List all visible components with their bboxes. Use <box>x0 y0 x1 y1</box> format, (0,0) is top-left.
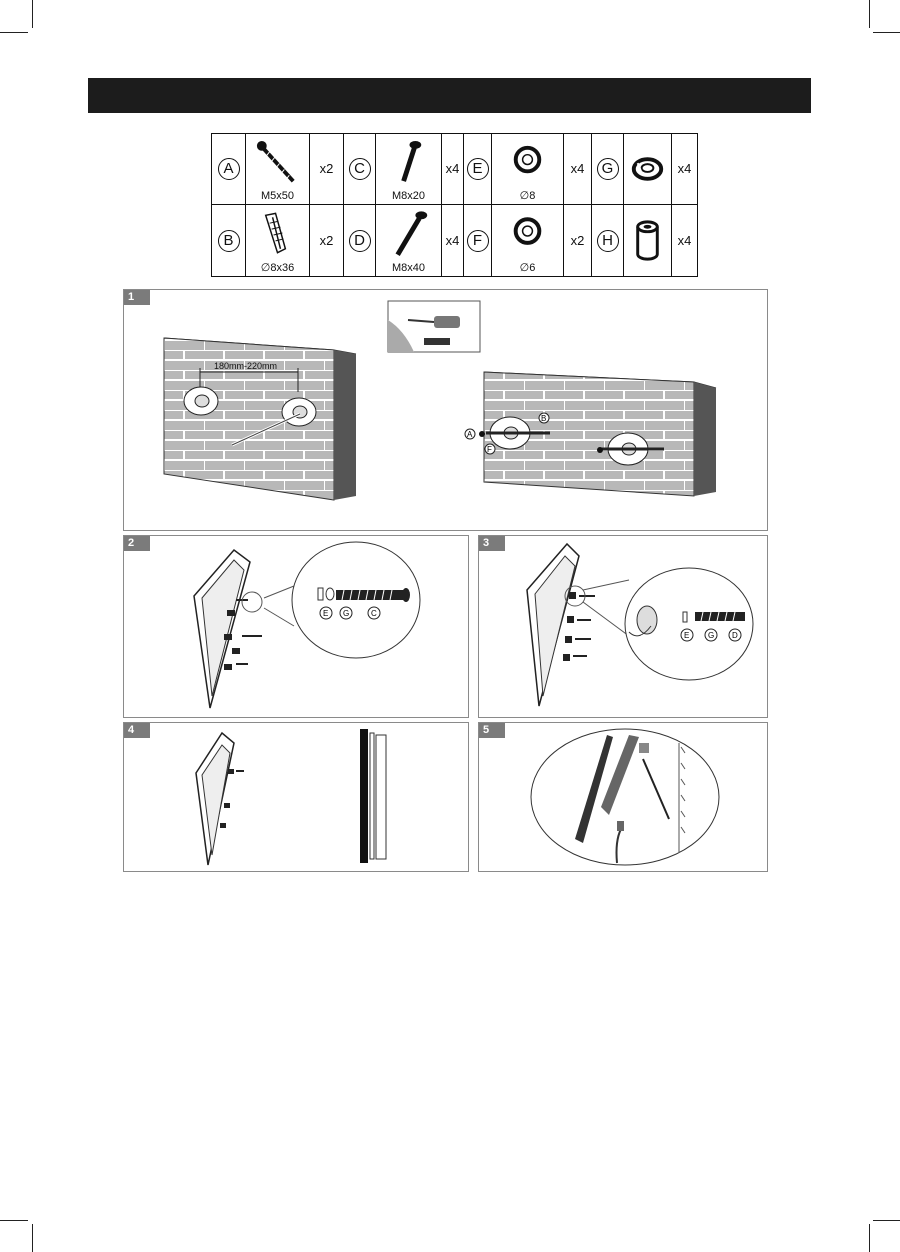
part-size-label: M8x40 <box>391 262 426 274</box>
wall-plug-icon <box>246 209 309 261</box>
wood-screw-icon <box>246 138 309 189</box>
washer-icon <box>492 209 563 261</box>
part-letter-cell <box>592 134 624 205</box>
part-callouts <box>681 629 741 641</box>
part-quantity: x2 <box>319 232 334 248</box>
part-image-cell <box>376 205 442 277</box>
crop-mark-bottom-left-h <box>0 1220 28 1221</box>
part-quantity: x2 <box>319 161 334 176</box>
part-image-cell <box>492 134 564 205</box>
part-image-cell <box>246 205 310 277</box>
step-4-panel <box>123 722 469 872</box>
part-quantity: x4 <box>445 161 460 176</box>
step-number: 3 <box>479 536 505 551</box>
crop-mark-bottom-left-v <box>32 1224 33 1252</box>
tv-angled-view <box>196 733 244 865</box>
part-qty-cell <box>310 134 344 205</box>
part-quantity: x4 <box>445 232 460 248</box>
washer-icon <box>492 138 563 189</box>
step-2-panel <box>123 535 469 718</box>
crop-mark-top-left-h <box>0 32 28 33</box>
crop-mark-bottom-right-h <box>873 1220 900 1221</box>
part-qty-cell <box>672 134 698 205</box>
part-image-cell <box>624 205 672 277</box>
callout-e: E <box>323 609 329 618</box>
callout-g: G <box>708 631 715 640</box>
parts-table <box>211 133 698 277</box>
callout-c: C <box>371 609 377 618</box>
part-quantity: x4 <box>677 232 692 248</box>
part-letter-cell <box>212 134 246 205</box>
part-image-cell <box>376 134 442 205</box>
part-size-label: ∅6 <box>519 262 536 274</box>
part-quantity: x2 <box>570 232 585 248</box>
part-letter-cell <box>344 134 376 205</box>
part-letter-cell <box>592 205 624 277</box>
part-image-cell <box>246 134 310 205</box>
callout-f: F <box>487 445 492 454</box>
detail-magnifier <box>242 542 420 658</box>
crop-mark-top-right-v <box>869 0 870 28</box>
part-letter-cell <box>464 134 492 205</box>
part-letter-cell <box>464 205 492 277</box>
part-letter: E <box>467 158 489 180</box>
part-qty-cell <box>672 205 698 277</box>
part-qty-cell <box>310 205 344 277</box>
crop-mark-top-left-v <box>32 0 33 28</box>
part-letter-cell <box>212 205 246 277</box>
section-header-bar <box>88 78 811 113</box>
part-qty-cell <box>442 205 464 277</box>
step-5-panel <box>478 722 768 872</box>
hole-spacing-measurement: 180mm-220mm <box>214 361 278 371</box>
part-size-label: M5x50 <box>260 190 295 202</box>
tv-bracket-screws-illustration <box>124 536 468 717</box>
tv-back-drawing <box>194 550 262 708</box>
wall-drilling-illustration <box>124 290 767 530</box>
part-quantity: x4 <box>570 161 585 176</box>
tv-bracket-spacers-illustration <box>479 536 767 717</box>
part-letter: A <box>218 158 240 180</box>
part-size-label: ∅8x36 <box>260 262 295 274</box>
step-3-panel <box>478 535 768 718</box>
part-letter: G <box>597 158 619 180</box>
part-qty-cell <box>564 134 592 205</box>
step-number: 4 <box>124 723 150 738</box>
part-letter: B <box>218 230 240 252</box>
step-number: 5 <box>479 723 505 738</box>
step-number: 1 <box>124 290 150 305</box>
right-brick-wall <box>479 372 716 496</box>
callout-b: B <box>541 414 547 423</box>
callout-g: G <box>343 609 350 618</box>
step-number: 2 <box>124 536 150 551</box>
drill-inset-icon <box>388 301 480 352</box>
spring-washer-icon <box>624 138 671 200</box>
callout-d: D <box>732 631 738 640</box>
part-image-cell <box>492 205 564 277</box>
part-size-label: ∅8 <box>519 190 536 202</box>
tv-mounting-illustration <box>124 723 468 871</box>
part-size-label: M8x20 <box>391 190 426 202</box>
detail-magnifier <box>565 568 753 680</box>
spacer-icon <box>624 209 671 272</box>
tv-back-drawing <box>527 544 595 706</box>
long-bolt-icon <box>376 209 441 261</box>
part-qty-cell <box>564 205 592 277</box>
crop-mark-bottom-right-v <box>869 1224 870 1252</box>
part-letter: F <box>467 230 489 252</box>
part-letter: D <box>349 230 371 252</box>
tv-side-view <box>360 729 386 863</box>
callout-e: E <box>684 631 690 640</box>
part-letter: C <box>349 158 371 180</box>
part-callouts <box>320 607 380 619</box>
part-qty-cell <box>442 134 464 205</box>
bolt-icon <box>376 138 441 189</box>
step-1-panel <box>123 289 768 531</box>
part-letter-cell <box>344 205 376 277</box>
part-quantity: x4 <box>677 161 692 176</box>
crop-mark-top-right-h <box>873 32 900 33</box>
callout-a: A <box>467 430 473 439</box>
part-letter: H <box>597 230 619 252</box>
part-image-cell <box>624 134 672 205</box>
left-brick-wall <box>164 338 356 500</box>
wall-mounted-tv-detail-illustration <box>479 723 767 871</box>
